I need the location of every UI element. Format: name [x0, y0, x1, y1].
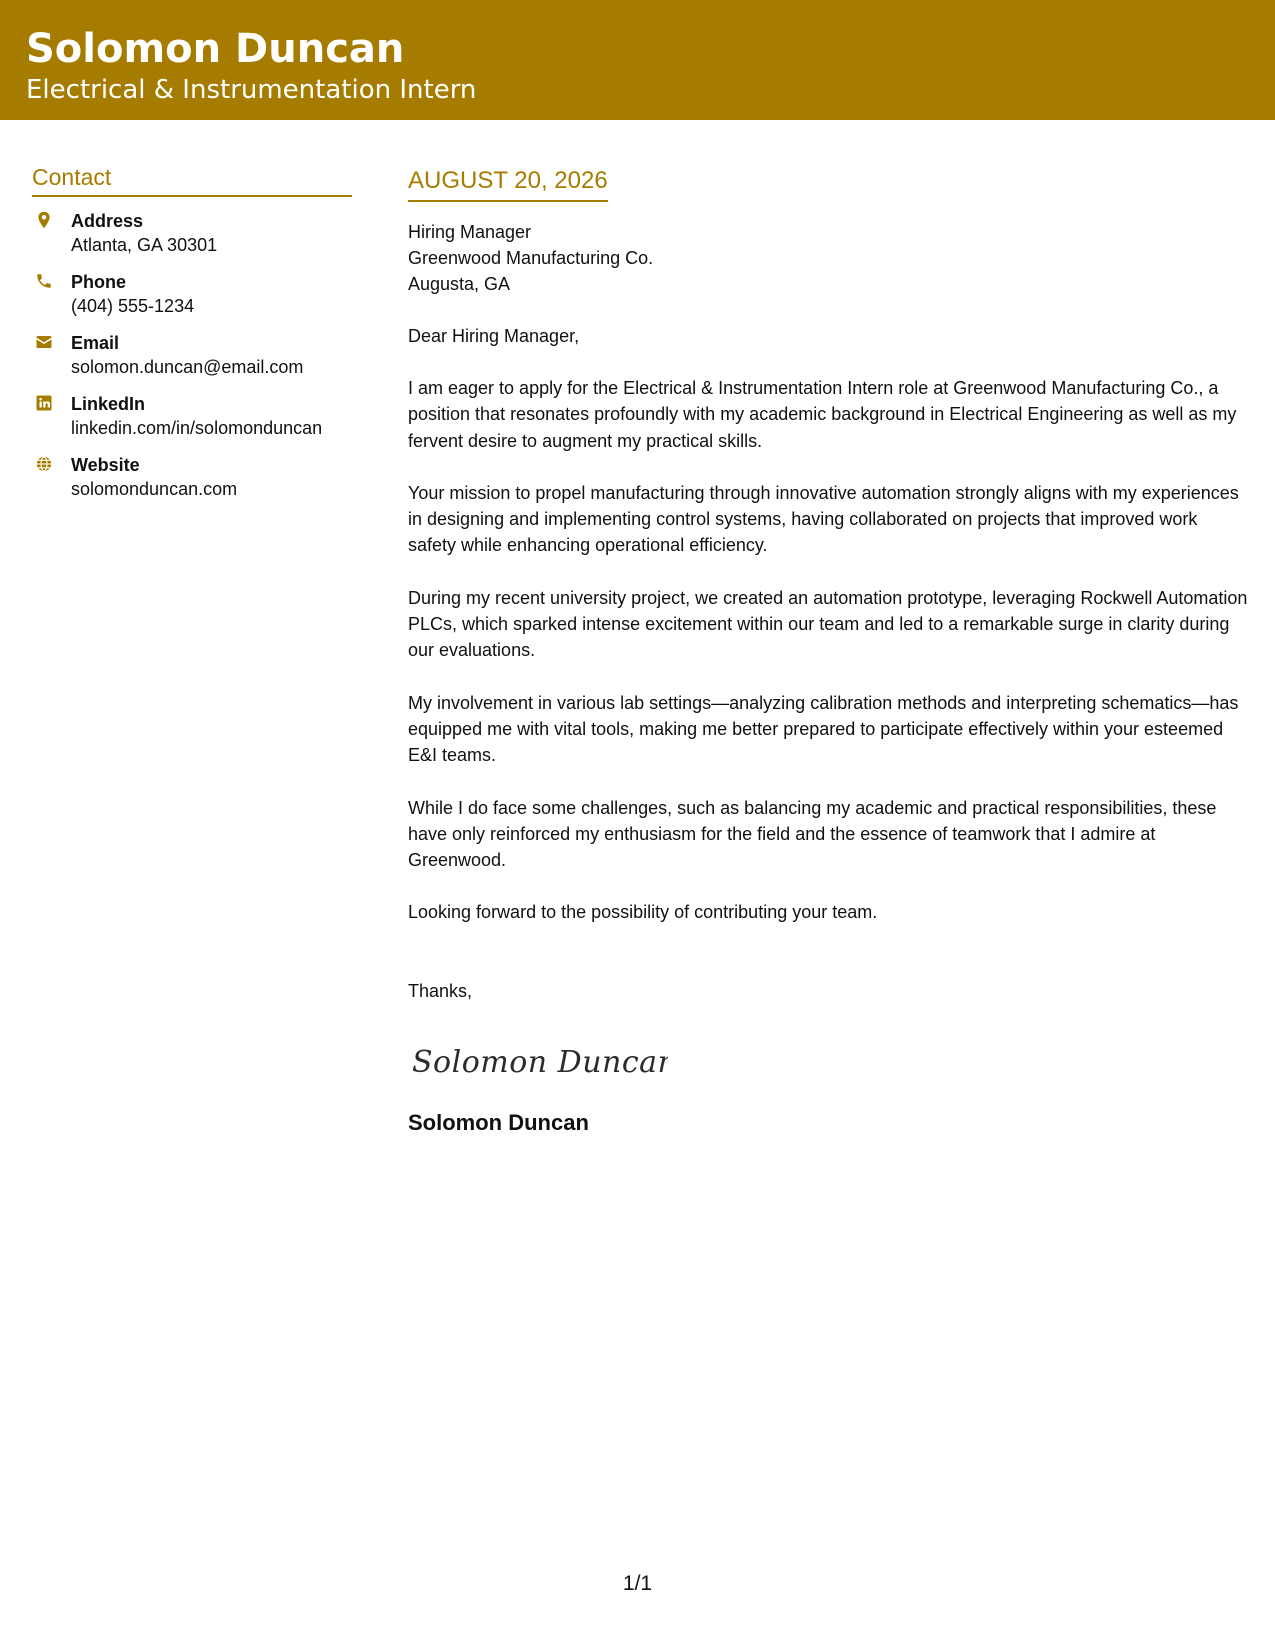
page-header	[0, 0, 1275, 120]
letter-paragraph: While I do face some challenges, such as balancing my academic and practical responsibilities, these have only reinforced my enthusiasm for the field and the essence of teamwork that I admire at Greenwood.	[408, 797, 1217, 871]
contact-value-address: Atlanta, GA 30301	[71, 235, 218, 255]
letter-paragraph: I am eager to apply for the Electrical & Instrumentation Intern role at Greenwood Manufacturing Co., a position that resonates profoundly with my academic background in Electrical Engineering as well as my fervent desire to augment my practical skills.	[408, 378, 1237, 451]
contact-item-website	[32, 453, 352, 501]
contact-value-linkedin: linkedin.com/in/solomonduncan	[71, 418, 323, 438]
contact-label-email: Email	[71, 333, 120, 353]
contact-label-linkedin: LinkedIn	[71, 394, 146, 414]
envelope-icon	[32, 331, 71, 379]
closing: Thanks,	[408, 980, 473, 1001]
contact-item-email	[32, 331, 352, 379]
contact-section-title: Contact	[32, 162, 352, 197]
recipient-block	[408, 219, 1248, 297]
letter-paragraph: Looking forward to the possibility of contributing your team.	[408, 902, 878, 923]
applicant-name: Solomon Duncan	[26, 26, 405, 72]
linkedin-icon	[32, 392, 71, 440]
salutation: Dear Hiring Manager,	[408, 326, 580, 346]
letter-paragraph: During my recent university project, we created an automation prototype, leveraging Rockwell Automation PLCs, which sparked intense excitement within our team and led to a remarkable surge in clarity during our evaluations.	[408, 587, 1248, 661]
phone-icon	[32, 270, 71, 318]
contact-sidebar	[32, 162, 352, 514]
contact-label-address: Address	[71, 211, 144, 231]
letter-body	[408, 165, 1248, 1138]
signer-name: Solomon Duncan	[408, 1109, 589, 1135]
contact-list	[32, 209, 352, 501]
letter-date: AUGUST 20, 2026	[408, 165, 608, 202]
contact-value-phone: (404) 555-1234	[71, 296, 195, 316]
letter-paragraph: Your mission to propel manufacturing through innovative automation strongly aligns with my experiences in designing and implementing control systems, having collaborated on projects that improved work safety while enhancing operational efficiency.	[408, 482, 1239, 556]
map-pin-icon	[32, 209, 71, 257]
handwritten-signature	[408, 1036, 1248, 1086]
recipient-line: Greenwood Manufacturing Co.	[408, 248, 654, 268]
contact-item-linkedin	[32, 392, 352, 440]
contact-value-website: solomonduncan.com	[71, 479, 238, 499]
globe-icon	[32, 453, 71, 501]
contact-item-address	[32, 209, 352, 257]
recipient-line: Hiring Manager	[408, 222, 532, 242]
letter-paragraph: My involvement in various lab settings—analyzing calibration methods and interpreting schematics—has equipped me with vital tools, making me better prepared to participate effectively within your esteemed E&I teams.	[408, 692, 1239, 766]
recipient-line: Augusta, GA	[408, 274, 511, 294]
contact-label-phone: Phone	[71, 272, 127, 292]
signature-text: Solomon Duncan	[412, 1044, 668, 1080]
page-number: 1/1	[622, 1572, 653, 1595]
contact-value-email: solomon.duncan@email.com	[71, 357, 304, 377]
contact-item-phone	[32, 270, 352, 318]
applicant-role: Electrical & Instrumentation Intern	[26, 75, 477, 105]
contact-label-website: Website	[71, 455, 140, 475]
